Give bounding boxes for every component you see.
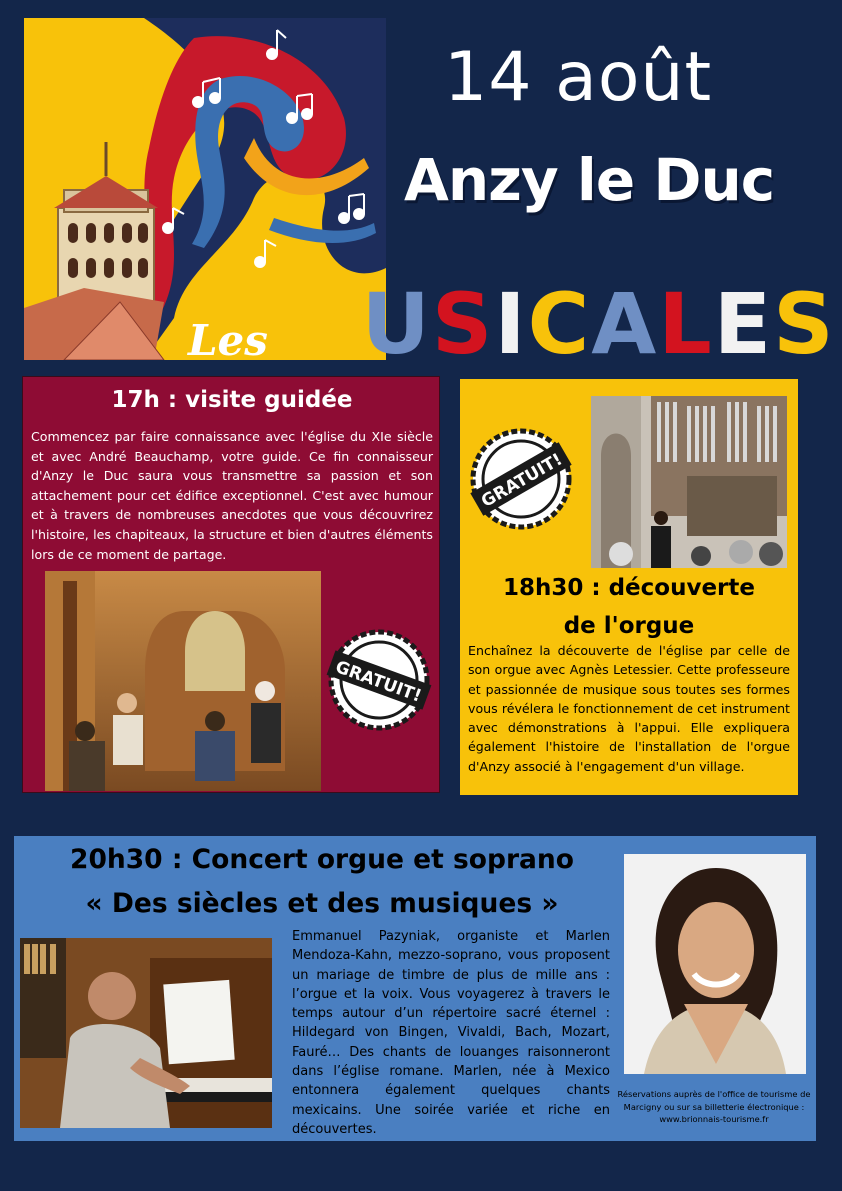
town-name: Anzy le Duc <box>404 146 775 214</box>
organist-photo <box>20 938 272 1128</box>
musicales-letter: L <box>658 275 714 373</box>
musicales-letter: I <box>494 275 528 373</box>
event-date: 14 août <box>444 38 713 117</box>
concert-subtitle: « Des siècles et des musiques » <box>85 888 559 919</box>
visite-title: 17h : visite guidée <box>111 387 353 413</box>
concert-title: 20h30 : Concert orgue et soprano <box>70 844 574 875</box>
orgue-title <box>460 569 798 645</box>
booking-info: Réservations auprès de l'office de tourisme de Marcigny ou sur sa billetterie électronique : www.brionnais-tourisme.fr <box>617 1089 811 1124</box>
concert-panel <box>14 836 816 1141</box>
gratuit-stamp-label: GRATUIT! <box>332 657 425 707</box>
guided-tour-photo <box>45 571 321 791</box>
musicales-letter: U <box>361 275 432 373</box>
organ-demonstration-photo <box>591 396 787 568</box>
gratuit-stamp <box>466 424 576 534</box>
orgue-title-line1: 18h30 : découverte <box>502 575 755 601</box>
gratuit-stamp-label: GRATUIT! <box>478 449 566 512</box>
musicales-letter: S <box>431 275 495 373</box>
musicales-letter: A <box>591 275 659 373</box>
orgue-description: Enchaînez la découverte de l'église par celle de son orgue avec Agnès Letessier. Cette professeure et passionnée de musique sous toutes ses formes vous révélera le fonctionnement de cet instrument avec démonstrations à l'appui. Elle expliquera également l'histoire de l'installation de l'orgue d'Anzy associé à l'engagement d'un village. <box>468 643 790 774</box>
soprano-portrait <box>624 854 806 1074</box>
musicales-letter: S <box>773 275 836 373</box>
musicales-title <box>276 275 836 373</box>
musicales-letter: E <box>713 275 774 373</box>
visite-description: Commencez par faire connaissance avec l'église du XIe siècle et avec André Beauchamp, votre guide. Ce fin connaisseur d'Anzy le Duc saura vous transmettre sa passion et son attachement pour cet édifice exceptionnel. C'est avec humour et à travers de nombreuses anecdotes que vous découvrirez l'histoire, les chapiteaux, la structure et bien d'autres éléments lors de ce moment de partage. <box>31 429 433 562</box>
gratuit-stamp <box>324 625 434 735</box>
les-word: Les <box>188 316 268 365</box>
concert-description: Emmanuel Pazyniak, organiste et Marlen Mendoza-Kahn, mezzo-soprano, vous proposent un mariage de timbre de plus de mille ans : l’orgue et la voix. Vous voyagerez à travers le temps autour d’un répertoire sacré éternel : Hildegard von Bingen, Vivaldi, Bach, Mozart, Fauré… Des chants de louanges raisonneront dans l’église romane. Marlen, née à Mexico entonnera également quelques chants mexicains. Une soirée variée et riche en découvertes. <box>292 929 610 1137</box>
orgue-title-line2: de l'orgue <box>563 613 695 639</box>
musicales-letter: M <box>276 275 362 373</box>
musicales-letter: C <box>527 275 592 373</box>
